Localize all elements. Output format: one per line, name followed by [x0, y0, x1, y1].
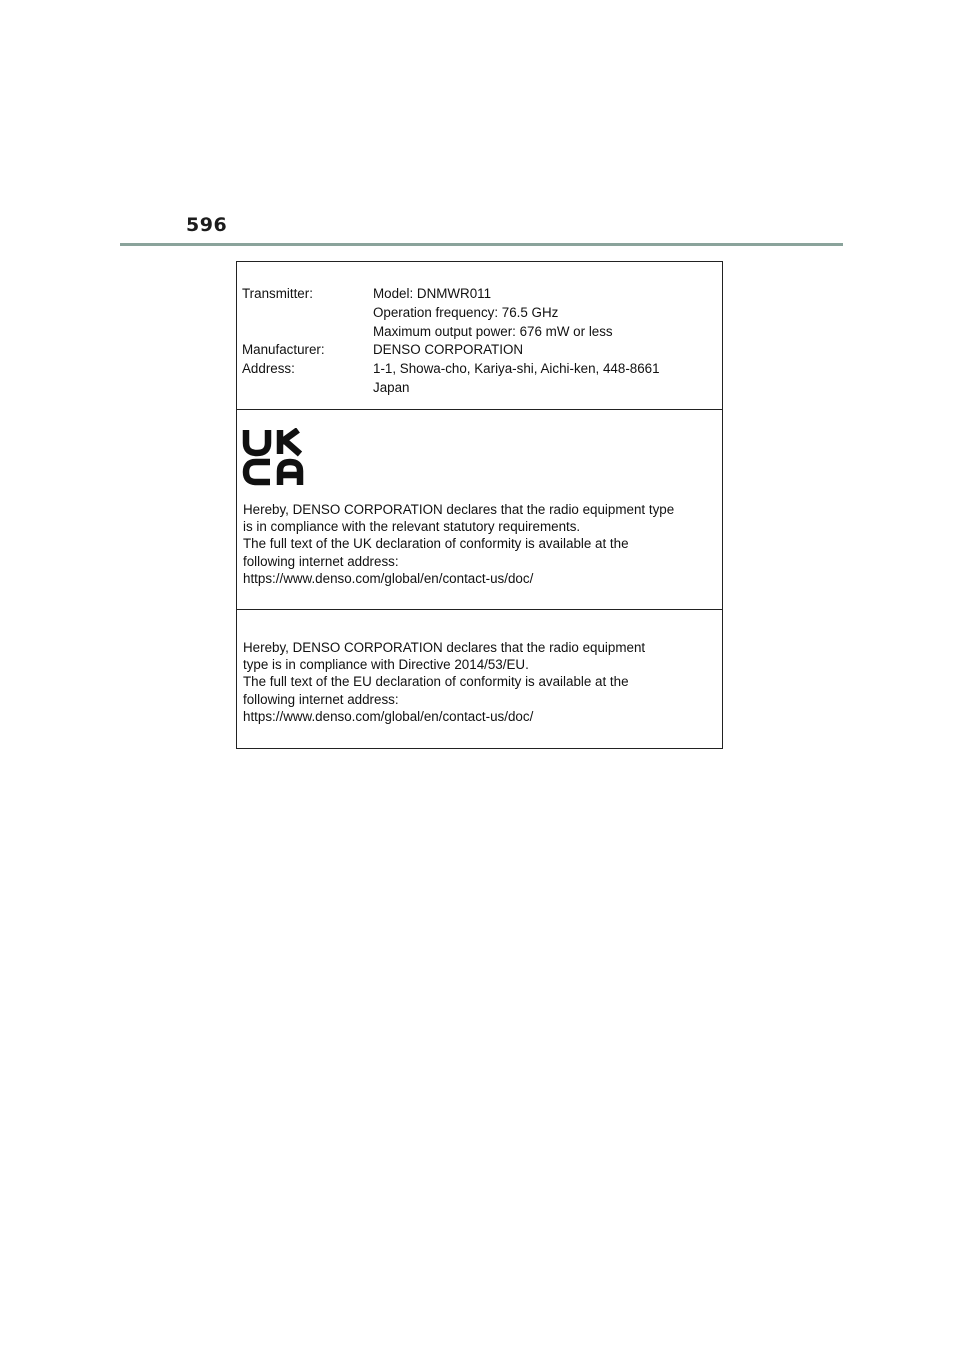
spec-value: DENSO CORPORATION [373, 342, 524, 357]
spec-value: 1-1, Showa-cho, Kariya-shi, Aichi-ken, 448-8661 [373, 361, 660, 376]
eu-declaration-text [243, 639, 716, 725]
spec-value: Operation frequency: 76.5 GHz [373, 305, 559, 320]
eu-section [237, 610, 722, 748]
ukca-declaration-text [243, 501, 716, 587]
spec-value: Maximum output power: 676 mW or less [373, 324, 613, 339]
spec-value: Japan [373, 380, 410, 395]
text-line: The full text of the EU declaration of conformity is available at the [243, 674, 629, 690]
text-line: The full text of the UK declaration of conformity is available at the [243, 536, 629, 552]
spec-label: Transmitter: [242, 286, 313, 301]
text-line: following internet address: [243, 553, 399, 569]
text-line: https://www.denso.com/global/en/contact-us/doc/ [243, 708, 534, 724]
text-line: is in compliance with the relevant statutory requirements. [243, 519, 581, 535]
text-line: https://www.denso.com/global/en/contact-us/doc/ [243, 570, 534, 586]
transmitter-section [237, 262, 722, 410]
text-line: type is in compliance with Directive 2014/53/EU. [243, 657, 529, 673]
ukca-mark-icon [242, 428, 312, 486]
spec-value: Model: DNMWR011 [373, 286, 492, 301]
text-line: Hereby, DENSO CORPORATION declares that the radio equipment type [243, 502, 675, 517]
declaration-box [236, 261, 723, 749]
text-line: following internet address: [243, 691, 399, 707]
text-line: Hereby, DENSO CORPORATION declares that the radio equipment [243, 640, 646, 655]
header-rule [120, 243, 843, 246]
ukca-section [237, 410, 722, 610]
page-number: 596 [186, 214, 228, 236]
spec-label: Manufacturer: [242, 342, 325, 357]
spec-label: Address: [242, 361, 295, 376]
